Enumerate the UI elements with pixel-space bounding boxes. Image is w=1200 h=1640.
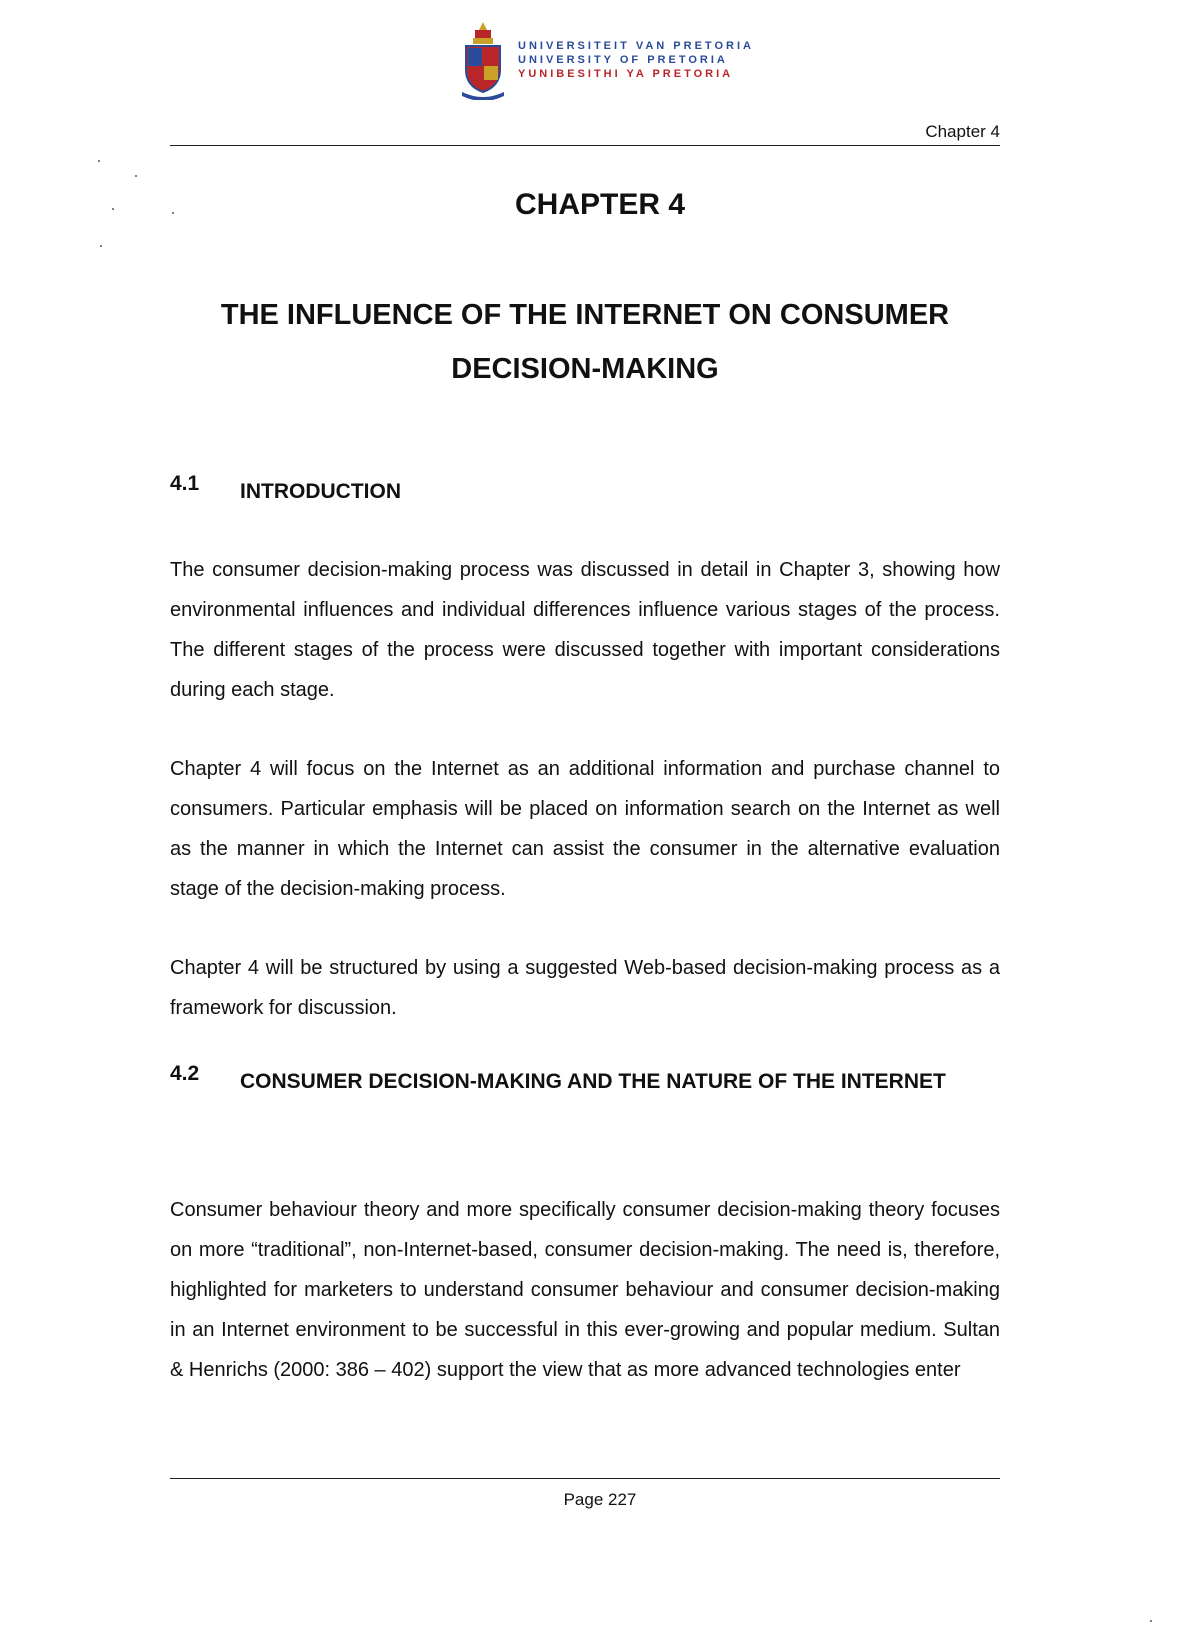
page-number: Page 227 xyxy=(563,1490,637,1509)
footer-rule xyxy=(170,1478,1000,1479)
scan-speck xyxy=(1150,1620,1152,1622)
scan-speck xyxy=(100,245,102,247)
logo-line-sepedi: YUNIBESITHI YA PRETORIA xyxy=(518,68,734,80)
section-title: INTRODUCTION xyxy=(240,480,401,503)
scan-speck xyxy=(135,175,137,177)
section-title: CONSUMER DECISION-MAKING AND THE NATURE OF THE INTERNET xyxy=(240,1070,946,1093)
paragraph: The consumer decision-making process was discussed in detail in Chapter 3, showing how environmental influences and individual differences influence various stages of the process. The different stages of the process were discussed together with important considerations during each stage. xyxy=(170,559,1000,701)
header-rule xyxy=(170,145,1000,146)
running-head: Chapter 4 xyxy=(925,122,1000,141)
university-logo xyxy=(460,20,754,100)
scan-speck xyxy=(98,160,100,162)
university-names xyxy=(518,39,754,81)
section-heading xyxy=(170,472,1000,512)
chapter-number: CHAPTER 4 xyxy=(514,188,686,221)
scan-speck xyxy=(112,208,114,210)
scan-speck xyxy=(172,212,174,214)
chapter-title: THE INFLUENCE OF THE INTERNET ON CONSUMER DECISION-MAKING xyxy=(220,299,950,385)
paragraph: Consumer behaviour theory and more specifically consumer decision-making theory focuses on more “traditional”, non-Internet-based, consumer decision-making. The need is, therefore, highlighted for marketers to understand consumer behaviour and consumer decision-making in an Internet environment to be successful in this ever-growing and popular medium. Sultan & Henrichs (2000: 386 – 402) support the view that as more advanced technologies enter xyxy=(170,1199,1000,1381)
university-crest-icon xyxy=(460,20,506,100)
section-number: 4.2 xyxy=(170,1062,200,1085)
paragraph: Chapter 4 will be structured by using a suggested Web-based decision-making process as a framework for discussion. xyxy=(170,957,1000,1019)
section-heading xyxy=(170,1062,1000,1102)
section-number: 4.1 xyxy=(170,472,200,495)
logo-line-afrikaans: UNIVERSITEIT VAN PRETORIA xyxy=(518,40,754,52)
logo-line-english: UNIVERSITY OF PRETORIA xyxy=(518,54,728,66)
paragraph: Chapter 4 will focus on the Internet as an additional information and purchase channel to consumers. Particular emphasis will be placed on information search on the Internet as well as the manner in which the Internet can assist the consumer in the alternative evaluation stage of the decision-making process. xyxy=(170,758,1000,900)
